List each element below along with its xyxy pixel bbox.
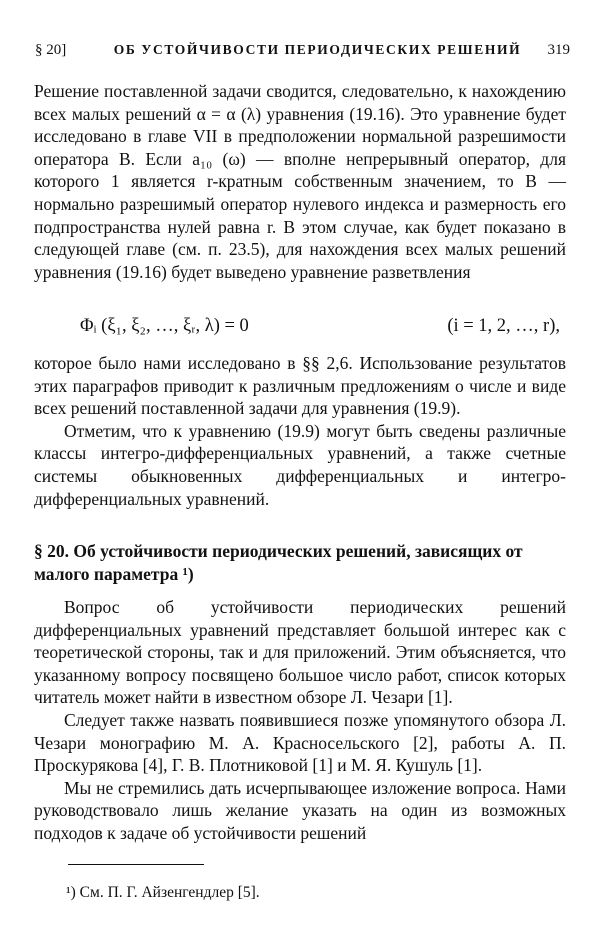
section-title: § 20. Об устойчивости периодических решений, зависящих от малого параметра ¹) [34,541,523,584]
paragraph-4: Вопрос об устойчивости периодических решений дифференциальных уравнений представляет большой интерес как с теоретической стороны, так и для приложений. Этим объясняется, что указанному вопросу посвящено большое число работ, список которых читатель может найти в известном обзоре Л. Чезари [1]. [34,597,566,708]
page-number: 319 [547,42,570,58]
paragraph-2-block [34,352,566,510]
header-section: § 20] [35,42,67,58]
paragraph-3: Отметим, что к уравнению (19.9) могут быть сведены различные классы интегро-дифференциальных уравнений, а также счетные системы обыкновенных дифференциальных и интегро-дифференциальных уравнений. [34,420,566,509]
paragraph-1: Решение поставленной задачи сводится, следовательно, к нахождению всех малых решений α = α (λ) уравнения (19.16). Это уравнение будет исследовано в главе VII в предположении нормальной разрешимости оператора B. Если a₁₀ (ω) — вполне непрерывный оператор, для которого 1 является r-кратным собственным значением, то B — нормально разрешимый оператор нулевого индекса и размерность его подпространства нулей равна r. В этом случае, как будет показано в следующей главе (см. п. 23.5), для нахождения всех малых решений уравнения (19.16) будет выведено уравнение разветвления [34,81,566,282]
running-header [35,42,570,64]
paragraph-5: Следует также назвать появившиеся позже упомянутого обзора Л. Чезари монографию М. А. Красносельского [2], работы А. П. Проскурякова [4], Г. В. Плотниковой [1] и М. Я. Кушуль [1]. [34,709,566,776]
branching-equation [80,316,560,337]
equation-left: Φᵢ (ξ₁, ξ₂, …, ξᵣ, λ) = 0 [80,316,249,336]
paragraph-4-block [34,596,566,845]
equation-right: (i = 1, 2, …, r), [447,316,560,336]
header-title: ОБ УСТОЙЧИВОСТИ ПЕРИОДИЧЕСКИХ РЕШЕНИЙ [113,42,522,57]
paragraph-1-block [34,80,566,283]
paragraph-6: Мы не стремились дать исчерпывающее изложение вопроса. Нами руководствовало лишь желание указать на один из возможных подходов к задаче об устойчивости решений [34,777,566,843]
footnote: ¹) См. П. Г. Айзенгендлер [5]. [66,884,260,901]
section-heading-block [34,540,566,585]
paragraph-2: которое было нами исследовано в §§ 2,6. Использование результатов этих параграфов приводит к различным предложениям о числе и виде всех решений поставленной задачи для уравнения (19.9). [34,353,566,419]
footnote-rule [68,864,204,865]
